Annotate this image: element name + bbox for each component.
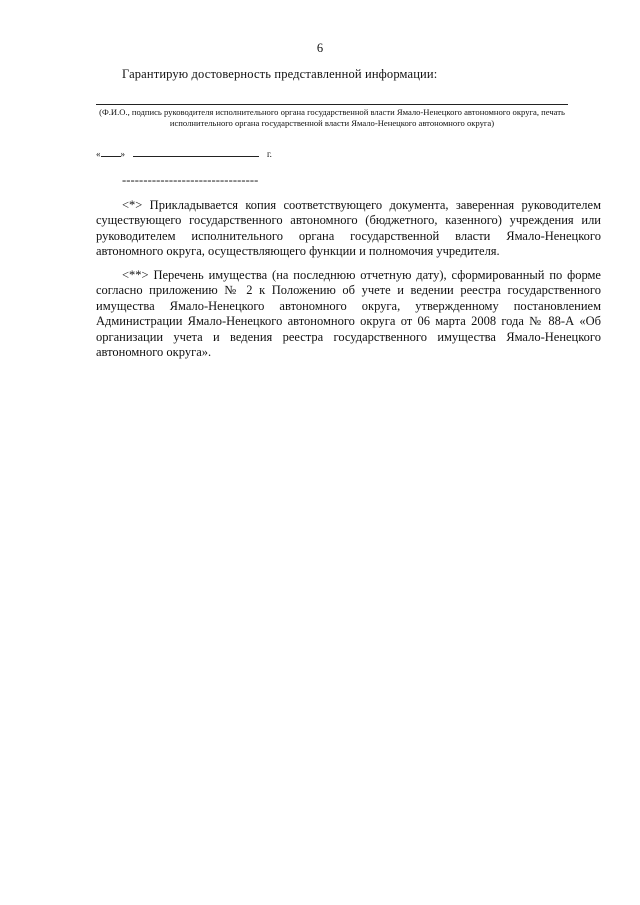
day-blank bbox=[101, 148, 121, 157]
page-number: 6 bbox=[316, 41, 324, 55]
guarantee-statement: Гарантирую достоверность представленной информации: bbox=[122, 67, 438, 81]
month-year-blank bbox=[133, 148, 259, 157]
signature-line bbox=[96, 104, 568, 105]
year-suffix: г. bbox=[267, 149, 272, 159]
signature-caption: (Ф.И.О., подпись руководителя исполнительного органа государственной власти Ямало-Ненецкого автономного округа, печать исполнительного органа государственной власти Ямало-Ненецкого автономного округа) bbox=[99, 107, 565, 128]
date-close-quote: » bbox=[120, 149, 125, 159]
date-field-row bbox=[96, 148, 272, 159]
footnote-1: <*> Прикладывается копия соответствующего документа, заверенная руководителем существующего государственного автономного (бюджетного, казенного) учреждения или руководителем исполнительного органа государственной власти Ямало-Ненецкого автономного округа, осуществляющего функции и полномочия учредителя. bbox=[96, 198, 601, 259]
date-open-quote: « bbox=[96, 149, 101, 159]
footnote-2: <**> Перечень имущества (на последнюю отчетную дату), сформированный по форме согласно приложению № 2 к Положению об учете и ведении реестра государственного имущества Ямало-Ненецкого автономного округа, утвержденному постановлением Администрации Ямало-Ненецкого автономного округа от 06 марта 2008 года № 88-А «Об организации учета и ведения реестра государственного имущества Ямало-Ненецкого автономного округа». bbox=[96, 268, 601, 360]
footnote-separator: -------------------------------- bbox=[122, 173, 259, 187]
